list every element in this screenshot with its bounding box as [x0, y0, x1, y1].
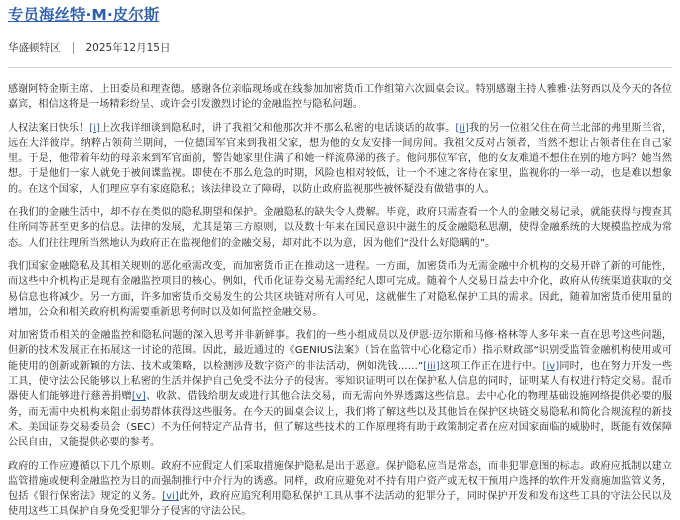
paragraph-text: 这项工作正在进行中。: [439, 360, 543, 372]
paragraph-text: 我的另一位祖父住在荷兰北部的弗里斯兰省，远在大洋彼岸。纳粹占领荷兰期间，一位德国军官来到我祖父家，想为他的女友安排一间房间。我祖父反对占领者，当然不想让占领者住在自己家里。于是，他带着年幼的母亲来到军官面前，警告她家里住满了和她一样流鼻涕的孩子。他问那位军官，他的女友难道不想住在别的地方吗？她当然想。于是他们一家人就免于被间谍监视。即使在不那么危急的时期，风险也相对较低，让一个不速之客待在家里，监视你的一举一动，也是难以想象的。在这个国家，人们理应享有家庭隐私；该法律设立了障碍，以防止政府监视那些被怀疑没有做错事的人。: [8, 122, 673, 195]
meta-separator: [73, 42, 74, 54]
body-paragraph: [8, 121, 672, 197]
footnote-link[interactable]: [ii]: [455, 122, 469, 134]
body-paragraph: [8, 459, 672, 520]
paragraph-text: 对加密货币相关的金融监控和隐私问题的深入思考并非新鲜事。我们的一些小组成员以及伊恩·迈尔斯和马修·格林等人多年来一直在思考这些问题，但新的技术发展正在拓展这一讨论的范围。因此，最近通过的《GENIUS法案》（旨在监管中心化稳定币）指示财政部“识别受监管金融机构使用或可能使用的创新或新颖的方法、技术或策略，以检测涉及数字资产的非法活动，例如洗钱……”: [8, 330, 672, 372]
footnote-link[interactable]: [vi]: [162, 491, 179, 503]
footnote-link[interactable]: [iv]: [542, 360, 560, 372]
footnote-link[interactable]: [v]: [131, 391, 146, 403]
header-divider: [8, 67, 672, 68]
paragraph-text: 在我们的金融生活中，却不存在类似的隐私期望和保护。金融隐私的缺失令人费解。毕竟，政府只需查看一个人的金融交易记录，就能获得与搜查其住所同等甚至更多的信息。法律的发展，尤其是第三方原则，以及数十年来在国民意识中滋生的反金融隐私思潮，使得金融系统的大规模监控成为常态。人们往往理所当然地认为政府正在监视他们的金融交易，却对此不以为意，因为他们“没什么好隐瞒的”。: [8, 207, 672, 249]
paragraph-text: 政府的工作应遵循以下几个原则。政府不应假定人们采取措施保护隐私是出于恶意。保护隐私应当是常态，而非犯罪意图的标志。政府应抵制以建立监管措施或便利金融监控为目的而强制推行中介行为的诱惑。同样，政府应避免对不持有用户资产或无权干预用户选择的软件开发商施加监管义务，包括《银行保密法》规定的义务。: [8, 460, 672, 503]
body-paragraph: [8, 82, 672, 113]
paragraph-text: 人权法案日快乐！: [8, 122, 90, 134]
paragraph-text: 、收款、借钱给朋友或进行其他合法交易，而无需向外界透露这些信息。去中心化的物理基础设施网络提供必要的服务，而无需中央机构来阻止弱势群体获得这些服务。在今天的圆桌会议上，我们将了解这些以及其他旨在保护区块链交易隐私和简化合规流程的新技术。美国证券交易委员会（SEC）不为任何特定产品背书，但了解这些技术的工作原理将有助于政策制定者在应对国家面临的威胁时，既能有效保障公民自由，又能提供必要的参考。: [8, 391, 672, 449]
paragraph-text: 感谢阿特金斯主席、上田委员和理查德。感谢各位亲临现场或在线参加加密货币工作组第六次圆桌会议。特别感谢主持人雅雅·法努西以及今天的各位嘉宾，相信这将是一场精彩纷呈、或许会引发激烈讨论的金融监控与隐私问题。: [8, 84, 672, 111]
paragraph-text: 此外，政府应追究利用隐私保护工具从事不法活动的犯罪分子，同时保护开发和发布这些工具的守法公民以及使用这些工具保护自身免受犯罪分子侵害的守法公民。: [8, 491, 673, 518]
byline: [8, 40, 672, 55]
publish-date: 2025年12月15日: [85, 42, 171, 54]
body-paragraph: [8, 259, 672, 320]
footnote-link[interactable]: [iii]: [423, 360, 440, 372]
article-body: [8, 82, 672, 520]
footnote-link[interactable]: [i]: [89, 122, 101, 134]
page-title[interactable]: 专员海丝特·M·皮尔斯: [8, 6, 160, 24]
location: 华盛顿特区: [8, 42, 61, 54]
paragraph-text: 同时，也在努力开发一些工具，使守法公民能够以上私密的生活并保护自己免受不法分子的侵害。零知识证明可以在保护私人信息的同时，证明某人有权进行特定交易。混币器使人们能够进行慈善捐赠: [8, 360, 672, 403]
body-paragraph: [8, 205, 672, 251]
paragraph-text: 上次我详细谈到隐私时，讲了我祖父和他那次并不那么私密的电话谈话的故事。: [100, 122, 456, 134]
paragraph-text: 我们国家金融隐私及其相关规则的恶化亟需改变，而加密货币正在推动这一进程。一方面，加密货币为无需金融中介机构的交易开辟了新的可能性，而这些中介机构正是现有金融监控项目的核心。例如，代币化证券交易无需经纪人即可完成。随着个人交易日益去中介化，政府从传统渠道获取的交易信息也将减少。另一方面，许多加密货币交易发生的公共区块链对所有人可见，这就催生了对隐私保护工具的需求。因此，随着加密货币使用量的增加，公众和相关政府机构需要重新思考何时以及如何监控金融交易。: [8, 260, 672, 318]
body-paragraph: [8, 328, 672, 450]
